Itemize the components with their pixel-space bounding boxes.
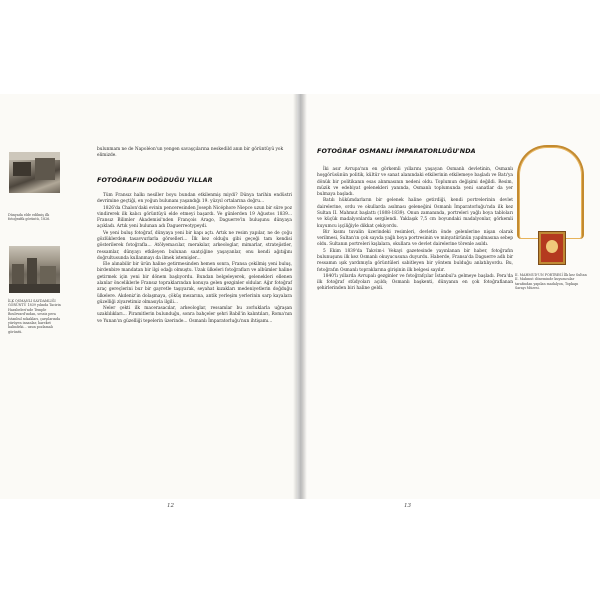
medallion-caption: II. MAHMUD'UN PORTRESİ İlk kez Sultan II. Mahmut döneminde kuyumcular tarafından yapılan madalyon, Topkapı Sarayı Müzesi. <box>515 273 587 291</box>
photo-1-caption: Dünyada elde edilmiş ilk fotoğrafik görüntü, 1826. <box>8 213 51 222</box>
right-paragraph: Bir kısmı tuvalin üzerindeki resimleri, devletin önde gelenlerine nişan olarak verilmesi, Sultan'ın çok sayıda yağlı boya portresinin ve minyatürünün yapılmasına sebep oldu. Sultanın portreleri kışlalara, okullara ve devlet dairelerine törenle asıldı. <box>317 229 513 248</box>
right-paragraph: 5 Ekim 1839'da Takvim-i Vekayi gazetesinde yayınlanan bir haber, fotoğrafın bulunuşunu ilk kez Osmanlı okuyucusuna duyurdu. Haberde, Fransa'da Daguerre adlı bir ressamın ışık yardımıyla görüntüleri sabitleyen bir yöntem bulduğu anlatılıyordu. Bu, fotoğrafın Osmanlı topraklarına girişinin ilk belgesi sayılır. <box>317 248 513 273</box>
left-paragraph: Ve yeni buluş fotoğraf, dünyaya yeni bir kapı açtı. Artık ne resim yapılar, ne de çoğu gözlüklerden tasavvurlarla görselleri... İlk kez olduğu gibi geçeği tam kendisi gösterilerek fotoğrafla... Atölyemacılar, merakılar, arkeologlar, mimarlar, stratejistler, ressamlar, dünyayı etkileyen bulunan saatçiğine yaşayanlar, onu kendi ağıtığını doğrultusunda kullanmayı da ilmek istemişler... <box>97 230 292 261</box>
gold-chain-image <box>517 145 584 239</box>
left-paragraph: Tüm Fransız halkı nesiller boyu bundan etkilenmiş miydi? Dünya tarihin endüstri devrimine geçtiği, en yoğun bulunanı yaşandığı 19. yüzyıl ortalarına doğru... <box>97 193 292 205</box>
photo-2-caption: İLK OSMANLI SAYDAMLIĞI GÖRÜNTÜ 1839 yılında Tacirin Harabeleri'nde Temple Boulevard'ından, sessiz pera İstanbul sokakları, çarşılarında yürüyen insanlar, hareket halindeki... uzun pozlamalı görüntü. <box>8 299 61 334</box>
page-number-left: 12 <box>167 503 174 509</box>
left-paragraph: 1826'da Chalon'daki evinin penceresinden Joseph Nicéphore Niepce uzun bir süre poz vindirerek ilk kalıcı görüntüyü elde etmeyi başardı. Ve günlerden 19 Ağustos 1839... Fransız Bilimler Akademisi'nden François Arago, Daguerre'in buluşunu dünyaya açıkladı. Artık yeni bulunan adı Daguerreotypeydi. <box>97 205 292 230</box>
portrait-medallion-image <box>539 232 565 264</box>
right-paragraph: 1840'lı yıllarda Avrupalı gezginler ve fotoğrafçılar İstanbul'a gelmeye başladı. Pera'da ilk fotoğraf stüdyoları açıldı; Osmanlı başkenti, dünyanın en çok fotoğraflanan şehirlerinden biri haline geldi. <box>317 273 513 292</box>
right-section-heading: FOTOĞRAF OSMANLI İMPARATORLUĞU'NDA <box>317 147 476 155</box>
page-number-right: 13 <box>404 503 411 509</box>
left-paragraph: Ele alınabilir bir ürün haline getirmesinden hemen sonra, Fransa çekilmiş yeni buluş, birdenbire mandatan bir ilgi odağı olmuştu. Uzak ülkeleri fotoğrafları ve albümler haline getirmek için yeni bir dönem başlıyordu. Bundan belgeleyerek, gelenekleri ellenen alanlar önceliklerle Fransız topraklarından konuya gelen gezginler oldular. Ağır fotoğraf araç gereçlerini bur bir gayretle taşıyarak, seyahat kızakları medeniyetlerin doğduğu ülkelere. Akdeniz'in dolaşmaya, çöküş mezarına, antik yerleşim yerlerinin sarp kayalara güzelliği ziyaretimiz olmasıyla ilgili... <box>97 262 292 305</box>
city-photograph-image <box>9 246 60 293</box>
lead-paragraph: bulunmam ne de Napoléon'un yengen savaşçılarına neskedild anın bir görüntüyü yok elimizde. <box>97 147 284 159</box>
right-paragraph: Batılı hükümdarların bir gelenek haline getirdiği, kendi portrelerinin devlet dairelerine, ordu ve okullarda asılması geleneğini Osmanlı İmparatorluğu'nda ilk kez Sultan II. Mahmut başlattı (1808-1839). Onun zamanında, portreleri yağlı boya tabloları ve küçük madalyonlarda sergilendi. Yaklaşık 7,5 cm boyundaki madalyonlar, görkemli kuyumcu işçiliğiyle dikkat çekiyordu. <box>317 198 513 229</box>
early-photograph-image <box>9 152 60 193</box>
right-body-text <box>317 167 513 293</box>
right-paragraph: İki asır Avrupa'nın en görkemli yıllarını yaşayan Osmanlı devletinin, Osmanlı hoşgörüsünün politik, kültür ve sanat alanındaki etkilerinin etkilemeye başladı ve Batı'ya dönük bir politikanın esas alınmasının nedeni oldu. Toplumun değişimi değildi. Resim, müzik ve edebiyat gelenekleri yanında, Osmanlı toplumunda yeni sanatlar da yer bulmaya başladı. <box>317 167 513 198</box>
left-body-text <box>97 193 292 325</box>
left-section-heading: FOTOĞRAFIN DOĞDUĞU YILLAR <box>97 176 213 184</box>
book-gutter <box>293 94 307 499</box>
left-paragraph: Neler çekti ilk macerasacılar, arkeologlar, ressamlar bu zorluklarla uğraşan uzaklılıkları... Piramitlerin bulunduğu, sonra bahçeler şehri Babil'in kalıntıları, Roma'nın ve Yunan'ın güzelliği tepelerin üzerinde... Osmanlı İmparatorluğu'nun ihtişamı... <box>97 306 292 324</box>
